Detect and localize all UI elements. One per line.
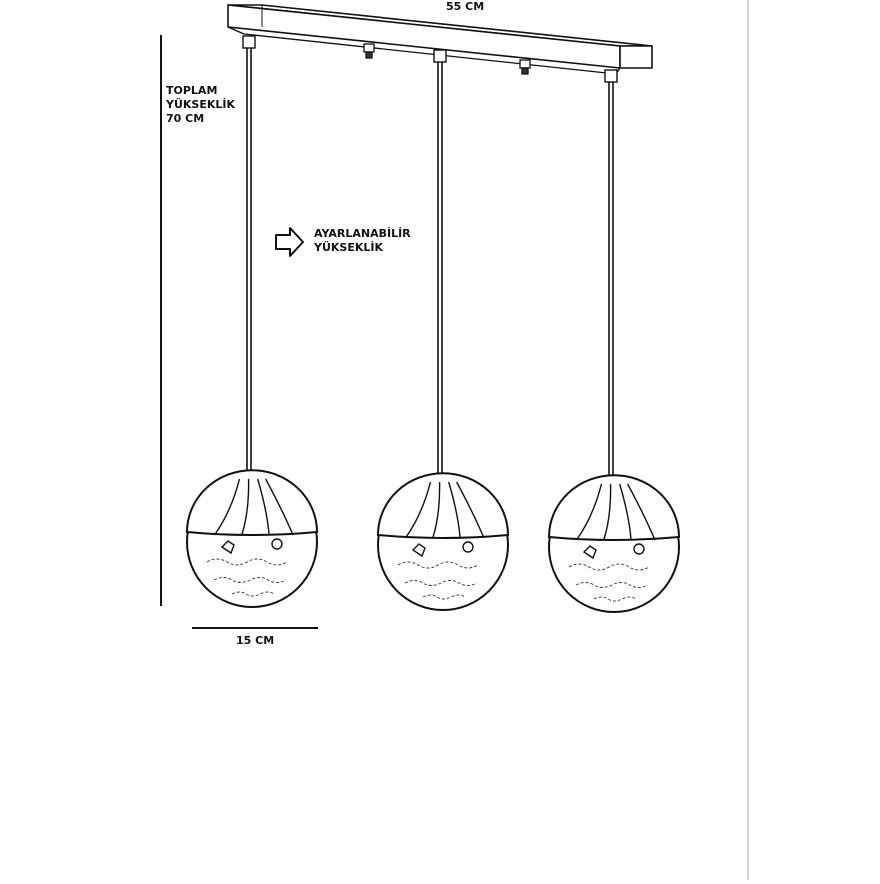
metal-cap <box>549 475 679 540</box>
pendant-lamp-3 <box>549 70 679 612</box>
metal-cap <box>187 470 317 535</box>
adjustable-height-label <box>314 227 411 255</box>
bulb-detail <box>463 542 473 552</box>
pendants <box>187 36 679 612</box>
bulb-detail <box>272 539 282 549</box>
total-height-line-3: 70 CM <box>166 112 205 125</box>
total-height-label <box>166 84 235 126</box>
adjustable-height-line-2: YÜKSEKLİK <box>314 241 384 254</box>
bulb-detail <box>634 544 644 554</box>
cord-ceiling-cup <box>434 50 446 62</box>
right-arrow-outline-icon <box>276 228 303 256</box>
total-height-line-1: TOPLAM <box>166 84 218 97</box>
globe-width-label: 15 CM <box>236 634 275 647</box>
width-dimension-label: 55 CM <box>446 0 485 13</box>
cord-ceiling-cup <box>243 36 255 48</box>
pendant-lamp-2 <box>378 50 508 610</box>
adjustable-height-line-1: AYARLANABİLİR <box>314 227 411 240</box>
total-height-line-2: YÜKSEKLİK <box>166 98 236 111</box>
metal-cap <box>378 473 508 538</box>
cord-ceiling-cup <box>605 70 617 82</box>
